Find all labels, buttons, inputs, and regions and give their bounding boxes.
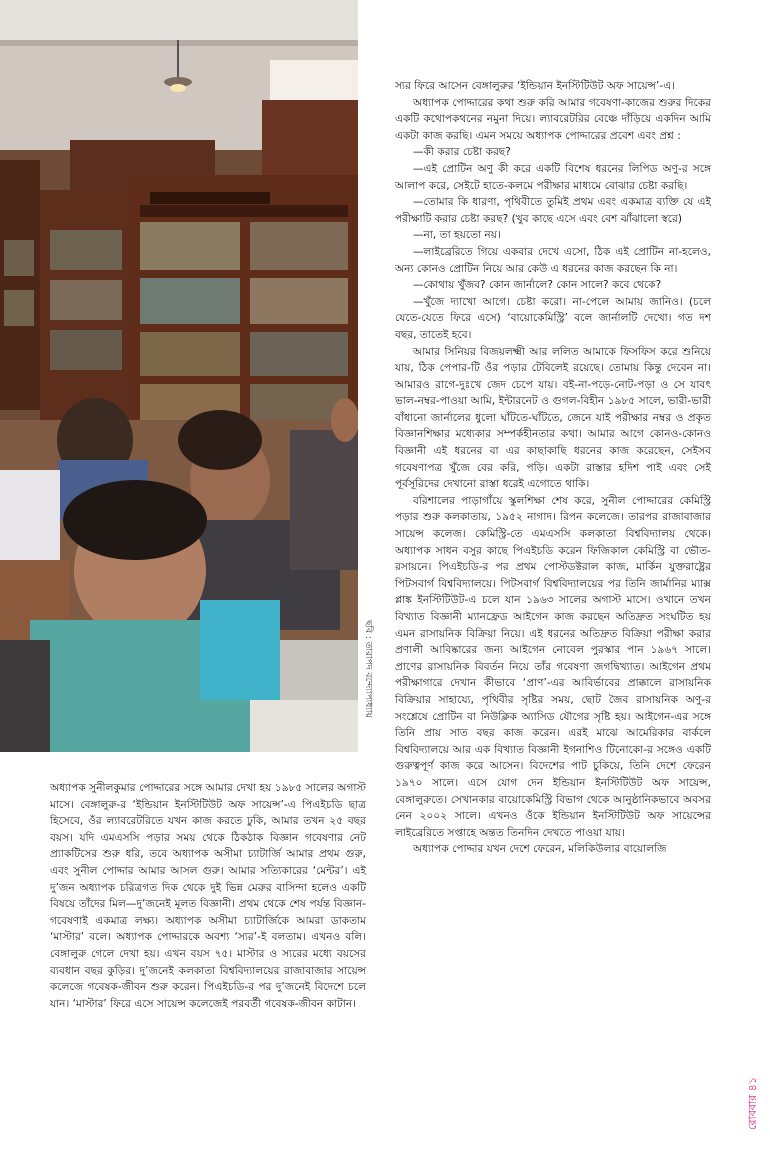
- paragraph: অধ্যাপক সুনীলকুমার পোদ্দারের সঙ্গে আমার দেখা হয় ১৯৮৫ সালের অগাস্ট মাসে। বেঙ্গালুরু-র ‘ইন্ডিয়ান ইনস্টিটিউট অফ সায়েন্স’-এ পিএইচডি ছাত্র হিসেবে, ওঁর ল্যাবরেটরিতে যখন কাজ করতে ঢুকি, আমার তখন ২৫ বছর বয়স। যদি এমএসসি পড়ার সময় থেকে ঠিকঠাক বিজ্ঞান গবেষণার নেট প্র্যাকটিসের শুরু ধরি, তবে অধ্যাপক অসীমা চ্যাটার্জি আমার প্রথম গুরু, এবং সুনীল পোদ্দার আমার আসল গুরু। আমার সত্যিকারের ‘মেন্টর’। এই দু’জন অধ্যাপক চরিত্রগত দিক থেকে দুই ভিন্ন মেরুর বাসিন্দা হলেও একটি বিষয়ে তাঁদের মিল—দু’জনেই মূলত বিজ্ঞানী। প্রথম থেকে শেষ পর্যন্ত বিজ্ঞান-গবেষণাই একমাত্র লক্ষ্য। অধ্যাপক অসীমা চ্যাটার্জিকে আমরা ডাকতাম ‘মাস্টার’ বলে। অধ্যাপক পোদ্দারকে অবশ্য ‘স্যর’-ই বলতাম। এখনও বলি। বেঙ্গালুরু গেলে দেখা হয়। এখন বয়স ৭৫। মাস্টার ও স্যরের মধ্যে বয়সের ব্যবধান বছর কুড়ির। দু’জনেই কলকাতা বিশ্ববিদ্যালয়ের রাজাবাজার সায়েন্স কলেজে গবেষক-জীবন শুরু করেন। পিএইচডি-র পর দু’জনেই বিদেশে চলে যান। ‘মাস্টার’ ফিরে এসে সায়েন্স কলেজেই পরবর্তী গবেষক-জীবন কাটান।: [50, 782, 366, 1010]
- paragraph: অধ্যাপক পোদ্দারের কথা শুরু করি আমার গবেষণা-কাজের শুরুর দিকের একটি কথোপকথনের নমুনা দিয়ে। ল্যাবরেটরির বেঞ্চে দাঁড়িয়ে একদিন আমি একটা কাজ করছি। এমন সময়ে অধ্যাপক পোদ্দারের প্রবেশ এবং প্রশ্ন :: [395, 96, 711, 142]
- article-left-column: [50, 780, 366, 1012]
- photo-credit: ছবি : তারাপদ বন্দ্যোপাধ্যায়: [363, 620, 373, 718]
- paragraph: অধ্যাপক পোদ্দার যখন দেশে ফেরেন, মলিকিউলার বায়োলজি: [413, 843, 667, 856]
- paragraph: স্যর ফিরে আসেন বেঙ্গালুরুর ‘ইন্ডিয়ান ইনস্টিটিউট অফ সায়েন্স’-এ।: [395, 80, 676, 92]
- paragraph: বরিশালের পাড়াগাঁয়ে স্কুলশিক্ষা শেষ করে, সুনীল পোদ্দারের কেমিস্ট্রি পড়ার শুরু কলকাতায়, ১৯৫২ নাগাদ। রিপন কলেজে। তারপর রাজাবাজার সায়েন্স কলেজ। কেমিস্ট্রি-তে এমএসসি কলকাতা বিশ্ববিদ্যালয় থেকে। অধ্যাপক সাধন বসুর কাছে পিএইচডি করেন ফিজিকাল কেমিস্ট্রি বা ভৌত-রসায়নে। পিএইচডি-র পর প্রথম পোস্টডক্টরাল কাজ, মার্কিন যুক্তরাষ্ট্রের পিটসবার্গ বিশ্ববিদ্যালয়ে। পিটসবার্গ বিশ্ববিদ্যালয়ের পর তিনি জার্মানির ম্যাক্স প্লাঙ্ক ইনস্টিটিউট-এ চলে যান ১৯৬৩ সালের অগাস্ট মাসে। ওখানে তখন বিখ্যাত বিজ্ঞানী ম্যানফ্রেড আইগেন কাজ করছেন অতিদ্রুত সংঘটিত হয় এমন রাসায়নিক বিক্রিয়া নিয়ে। এই ধরনের অতিদ্রুত বিক্রিয়া পরীক্ষা করার প্রণালী আবিষ্কারের জন্য আইগেন নোবেল পুরস্কার পান ১৯৬৭ সালে। প্রাণের রাসায়নিক বিবর্তন নিয়ে তাঁর গবেষণা জগদ্বিখ্যাত। আইগেন প্রথম পরীক্ষাগারে দেখান কীভাবে ‘প্রাণ’-এর আবির্ভাবের প্রাক্কালে রাসায়নিক বিক্রিয়ার সাহায্যে, পৃথিবীর সৃষ্টির সময়, ছোট জৈব রাসায়নিক অণু-র সংশ্লেষে প্রোটিন বা নিউক্লিক অ্যাসিড যৌগের সৃষ্টি হয়। আইগেন-এর সঙ্গে তিনি প্রায় সাত বছর কাজ করেন। এরই মাঝে আমেরিকার বার্কলে বিশ্ববিদ্যালয়ে আর এক বিখ্যাত বিজ্ঞানী ইগনাশিও টিনোকো-র সঙ্গেও একটি গুরুত্বপূর্ণ কাজ করে আসেন। বিদেশের পাট চুকিয়ে, তিনি দেশে ফেরেন ১৯৭০ সালে। এসে যোগ দেন ইন্ডিয়ান ইনস্টিটিউট অফ সায়েন্স, বেঙ্গালুরুতে। সেখানকার বায়োকেমিস্ট্রি বিভাগ থেকে আনুষ্ঠানিকভাবে অবসর নেন ২০০২ সালে। এখনও ওঁকে ইন্ডিয়ান ইনস্টিটিউট অফ সায়েন্সের লাইব্রেরিতে সপ্তাহে অন্তত তিনদিন দেখতে পাওয়া যায়।: [395, 494, 711, 839]
- article-photo: [0, 0, 358, 752]
- dialog-line: —না, তা হয়তো নয়।: [413, 229, 501, 242]
- dialog-line: —খুঁজে দ্যাখো আগে। চেষ্টা করো। না-পেলে আমায় জানিও। (চলে যেতে-যেতে ফিরে এসে) ‘বায়োকেমিস্ট্রি’ বলে জার্নালটি দেখো। গত দশ বছর, তাতেই হবে।: [395, 295, 711, 341]
- dialog-line: —কোথায় খুঁজব? কোন জার্নালে? কোন সালে? কবে থেকে?: [413, 279, 662, 292]
- paragraph: আমার সিনিয়র বিজয়লক্ষ্মী আর ললিত আমাকে ফিসফিস করে শুনিয়ে যায়, ঠিক পেপার-টি ওঁর পড়ার টেবিলেই রয়েছে। তোমায় কিন্তু দেবেন না। আমারও রাগে-দুঃখে জেদ চেপে যায়। বই-না-পড়ে-নোট-পড়া ও সে যাবৎ ভাল-নম্বর-পাওয়া আমি, ইন্টারনেট ও গুগল-বিহীন ১৯৮৫ সালে, ভারী-ভারী বাঁধানো জার্নালের ধুলো ঘাঁটতে-ঘাঁটতে, জেনে যাই পরীক্ষার নম্বর ও প্রকৃত বিজ্ঞানশিক্ষার মধ্যেকার সম্পর্কহীনতার কথা। আমার আগে কোনও-কোনও বিজ্ঞানী এই ধরনের বা এর কাছাকাছি ধরনের কাজ করেছেন, সেইসব গবেষণাপত্র খুঁজে বের করি, পড়ি। একটা রাস্তার হদিশ পাই এবং সেই পূর্বসূরিদের দেখানো রাস্তা ধরেই এগোতে থাকি।: [395, 345, 711, 491]
- dialog-line: —লাইব্রেরিতে গিয়ে একবার দেখে এসো, ঠিক এই প্রোটিন না-হলেও, অন্য কোনও প্রোটিন নিয়ে আর কেউ এ ধরনের কাজ করছেন কি না।: [395, 245, 711, 275]
- dialog-line: —তোমার কি ধারণা, পৃথিবীতে তুমিই প্রথম এবং একমাত্র ব্যক্তি যে এই পরীক্ষাটি করার চেষ্টা করছ? (খুব কাছে এসে এবং বেশ ঝাঁঝালো স্বরে): [395, 196, 711, 225]
- dialog-line: —কী করার চেষ্টা করছ?: [413, 146, 511, 159]
- page-folio: রোববার ৪১: [746, 1077, 759, 1130]
- dialog-line: —এই প্রোটিন অণু কী করে একটি বিশেষ ধরনের লিপিড অণু-র সঙ্গে আলাপ করে, সেইটে হাতে-কলমে পরীক্ষার মাধ্যমে বোঝার চেষ্টা করছি।: [395, 162, 711, 192]
- article-right-column: [395, 78, 711, 858]
